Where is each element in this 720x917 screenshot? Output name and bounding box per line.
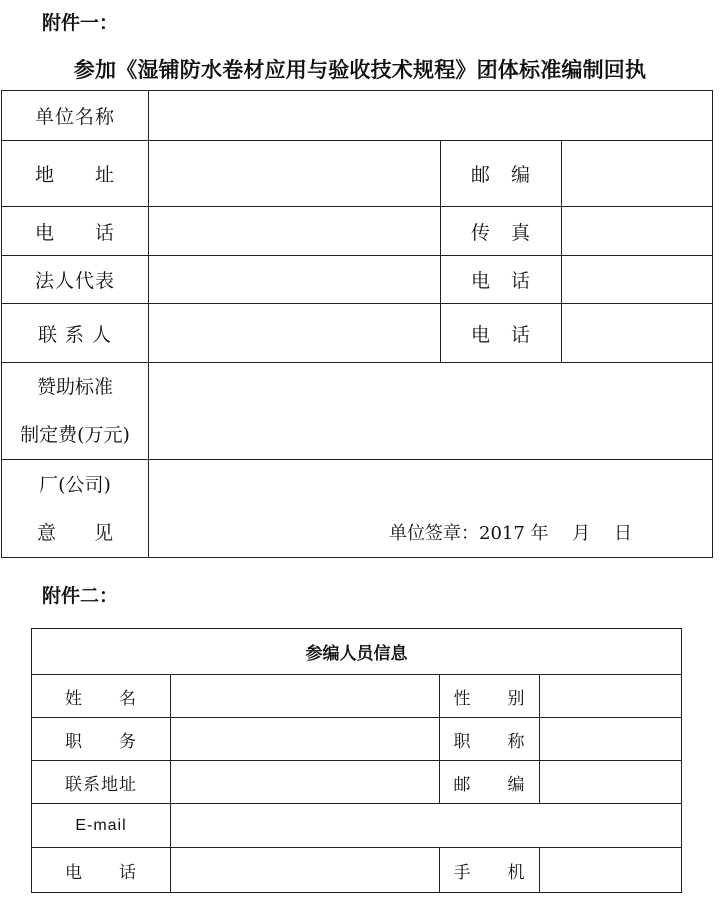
field-postcode[interactable] (562, 141, 713, 207)
field-phone[interactable] (149, 207, 441, 256)
label-phone: 电 话 (2, 207, 149, 256)
row-name (32, 675, 682, 718)
participant-info-table (31, 628, 682, 893)
label-participant-postcode: 邮 编 (440, 761, 540, 804)
field-contact[interactable] (149, 304, 441, 363)
label-opinion-line2: 意 见 (36, 521, 113, 544)
field-opinion[interactable] (149, 460, 713, 558)
field-professional-title[interactable] (540, 718, 682, 761)
label-sponsor-fee-line1: 赞助标准 (36, 376, 113, 398)
field-participant-phone[interactable] (171, 848, 440, 893)
field-sponsor-fee[interactable] (149, 363, 713, 460)
label-name: 姓 名 (32, 675, 171, 718)
row-phone (2, 207, 713, 256)
field-contact-address[interactable] (171, 761, 440, 804)
label-sponsor-fee-line2: 制定费(万元) (20, 424, 130, 446)
seal-date-text: 单位签章：2017 年 月 日 (389, 523, 633, 544)
label-professional-title: 职 称 (440, 718, 540, 761)
row-unit-name (2, 91, 713, 141)
field-email[interactable] (171, 804, 682, 848)
label-postcode: 邮 编 (441, 141, 562, 207)
label-contact: 联 系 人 (2, 304, 149, 363)
field-participant-postcode[interactable] (540, 761, 682, 804)
field-legal-rep-phone[interactable] (562, 256, 713, 304)
label-participant-phone: 电 话 (32, 848, 171, 893)
label-contact-address: 联系地址 (32, 761, 171, 804)
label-legal-rep-phone: 电 话 (441, 256, 562, 304)
label-address: 地 址 (2, 141, 149, 207)
form-title: 参加《湿铺防水卷材应用与验收技术规程》团体标准编制回执 (73, 58, 647, 82)
field-gender[interactable] (540, 675, 682, 718)
label-opinion-line1: 厂(公司) (39, 473, 111, 496)
field-contact-phone[interactable] (562, 304, 713, 363)
field-unit-name[interactable] (149, 91, 713, 141)
row-legal-rep (2, 256, 713, 304)
row-sponsor-fee (2, 363, 713, 460)
label-sponsor-fee (2, 363, 149, 460)
reply-form-table (1, 90, 713, 558)
attachment-one-heading: 附件一： (42, 12, 119, 34)
row-email (32, 804, 682, 848)
label-fax: 传 真 (441, 207, 562, 256)
field-legal-rep[interactable] (149, 256, 441, 304)
field-address[interactable] (149, 141, 441, 207)
label-email: E-mail (32, 804, 171, 848)
row-contact-address (32, 761, 682, 804)
row-address (2, 141, 713, 207)
row-table-title (32, 629, 682, 675)
label-gender: 性 别 (440, 675, 540, 718)
participant-table-title: 参编人员信息 (32, 629, 682, 675)
label-opinion (2, 460, 149, 558)
label-mobile: 手 机 (440, 848, 540, 893)
label-legal-rep: 法人代表 (2, 256, 149, 304)
row-opinion (2, 460, 713, 558)
field-mobile[interactable] (540, 848, 682, 893)
field-position[interactable] (171, 718, 440, 761)
field-name[interactable] (171, 675, 440, 718)
row-participant-phone (32, 848, 682, 893)
row-contact (2, 304, 713, 363)
field-fax[interactable] (562, 207, 713, 256)
label-contact-phone: 电 话 (441, 304, 562, 363)
attachment-two-heading: 附件二： (42, 585, 119, 607)
row-position (32, 718, 682, 761)
label-position: 职 务 (32, 718, 171, 761)
label-unit-name: 单位名称 (2, 91, 149, 141)
